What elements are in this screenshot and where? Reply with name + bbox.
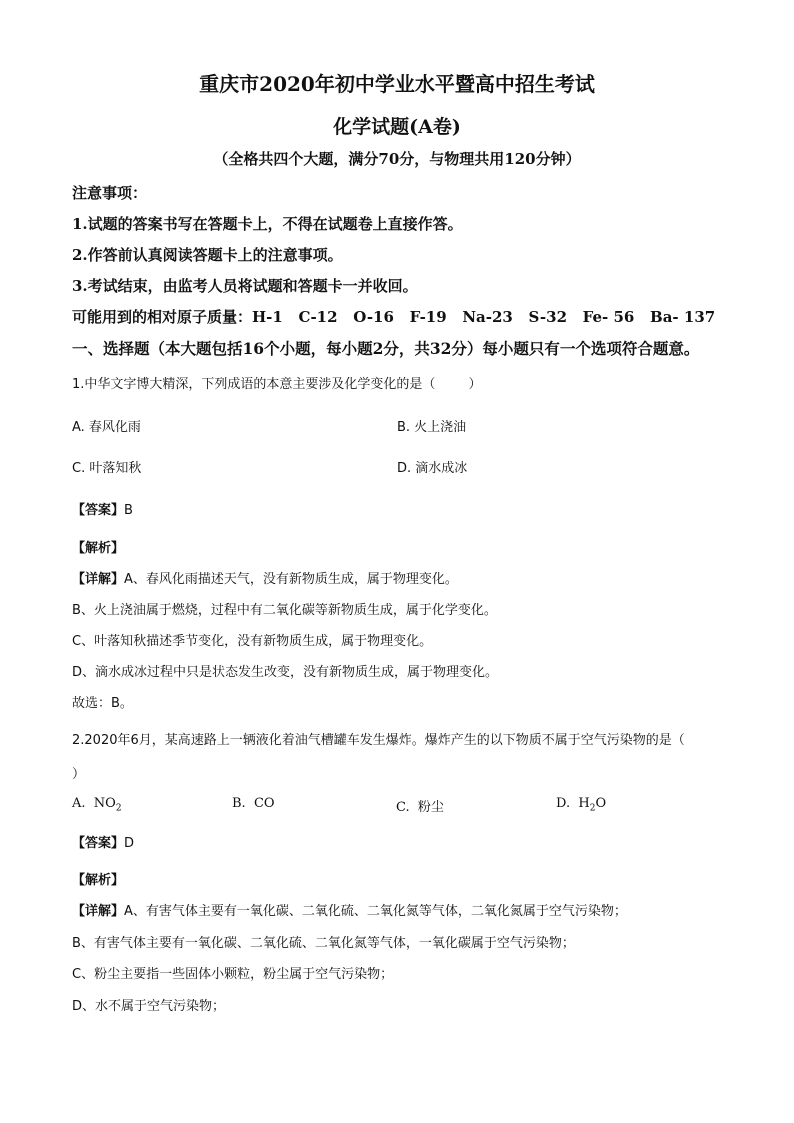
q2-option-a — [72, 796, 122, 814]
exam-subtitle: 化学试题(A卷) — [333, 116, 461, 138]
q2-detail-3: C、粉尘主要指一些固体小颗粒，粉尘属于空气污染物； — [72, 967, 394, 982]
detail-tag: 【详解】 — [72, 572, 125, 587]
detail-tag: 【详解】 — [72, 904, 125, 919]
q1-option-c: C. 叶落知秋 — [72, 461, 142, 476]
q2-detail-1 — [72, 900, 627, 919]
answer-tag: 【答案】 — [72, 503, 125, 518]
answer-tag: 【答案】 — [72, 836, 125, 851]
formula-subscript: 2 — [115, 803, 122, 814]
formula-subscript: 2 — [589, 803, 596, 814]
exam-note: （全格共四个大题，满分70分，与物理共用120分钟） — [213, 150, 581, 168]
q1-option-b: B. 火上浇油 — [397, 420, 467, 435]
answer-value: B — [124, 503, 133, 518]
q2-analysis-tag: 【解析】 — [72, 873, 125, 888]
detail-text: A、有害气体主要有一氧化碳、二氧化硫、二氧化氮等气体，二氧化氮属于空气污染物； — [124, 904, 627, 919]
q1-option-a: A. 春风化雨 — [72, 420, 141, 435]
q2-detail-2: B、有害气体主要有一氧化碳、二氧化硫、二氧化氮等气体，一氧化碳属于空气污染物； — [72, 936, 575, 951]
q2-detail-4: D、水不属于空气污染物； — [72, 999, 226, 1014]
answer-value: D — [124, 836, 135, 851]
q1-conclusion: 故选：B。 — [72, 696, 133, 711]
atomic-masses: 可能用到的相对原子质量：H-1 C-12 O-16 F-19 Na-23 S-32 Fe- 56 Ba- 137 — [72, 308, 716, 326]
q1-option-d: D. 滴水成冰 — [397, 461, 468, 476]
notice-heading: 注意事项： — [72, 184, 148, 202]
q2-stem-end: ） — [72, 767, 86, 782]
section-heading: 一、选择题（本大题包括16个小题，每小题2分，共32分）每小题只有一个选项符合题意。 — [72, 339, 700, 358]
formula-tail: O — [595, 796, 607, 811]
option-label: A. — [72, 796, 86, 811]
q2-answer — [72, 832, 134, 851]
q1-detail-3: C、叶落知秋描述季节变化，没有新物质生成，属于物理变化。 — [72, 634, 433, 649]
q2-option-c: C. 粉尘 — [396, 800, 444, 815]
detail-text: A、春风化雨描述天气，没有新物质生成，属于物理变化。 — [124, 572, 458, 587]
exam-title: 重庆市2020年初中学业水平暨高中招生考试 — [199, 72, 595, 96]
q1-analysis-tag: 【解析】 — [72, 541, 125, 556]
formula: H — [578, 796, 590, 811]
q1-stem: 1.中华文字博大精深，下列成语的本意主要涉及化学变化的是（ ） — [72, 377, 482, 392]
q1-detail-1 — [72, 568, 458, 587]
formula: NO — [93, 796, 116, 811]
notice-item-1: 1.试题的答案书写在答题卡上，不得在试题卷上直接作答。 — [72, 215, 463, 233]
q2-stem: 2.2020年6月，某高速路上一辆液化着油气槽罐车发生爆炸。爆炸产生的以下物质不属于空气污染物的是（ — [72, 733, 685, 748]
q1-detail-4: D、滴水成冰过程中只是状态发生改变，没有新物质生成，属于物理变化。 — [72, 665, 499, 680]
q2-option-b: B. CO — [232, 796, 275, 811]
q1-answer — [72, 499, 133, 518]
q2-option-d — [556, 796, 606, 814]
option-label: D. — [556, 796, 571, 811]
notice-item-3: 3.考试结束，由监考人员将试题和答题卡一并收回。 — [72, 277, 418, 295]
q1-detail-2: B、火上浇油属于燃烧，过程中有二氧化碳等新物质生成，属于化学变化。 — [72, 603, 497, 618]
notice-item-2: 2.作答前认真阅读答题卡上的注意事项。 — [72, 246, 343, 264]
